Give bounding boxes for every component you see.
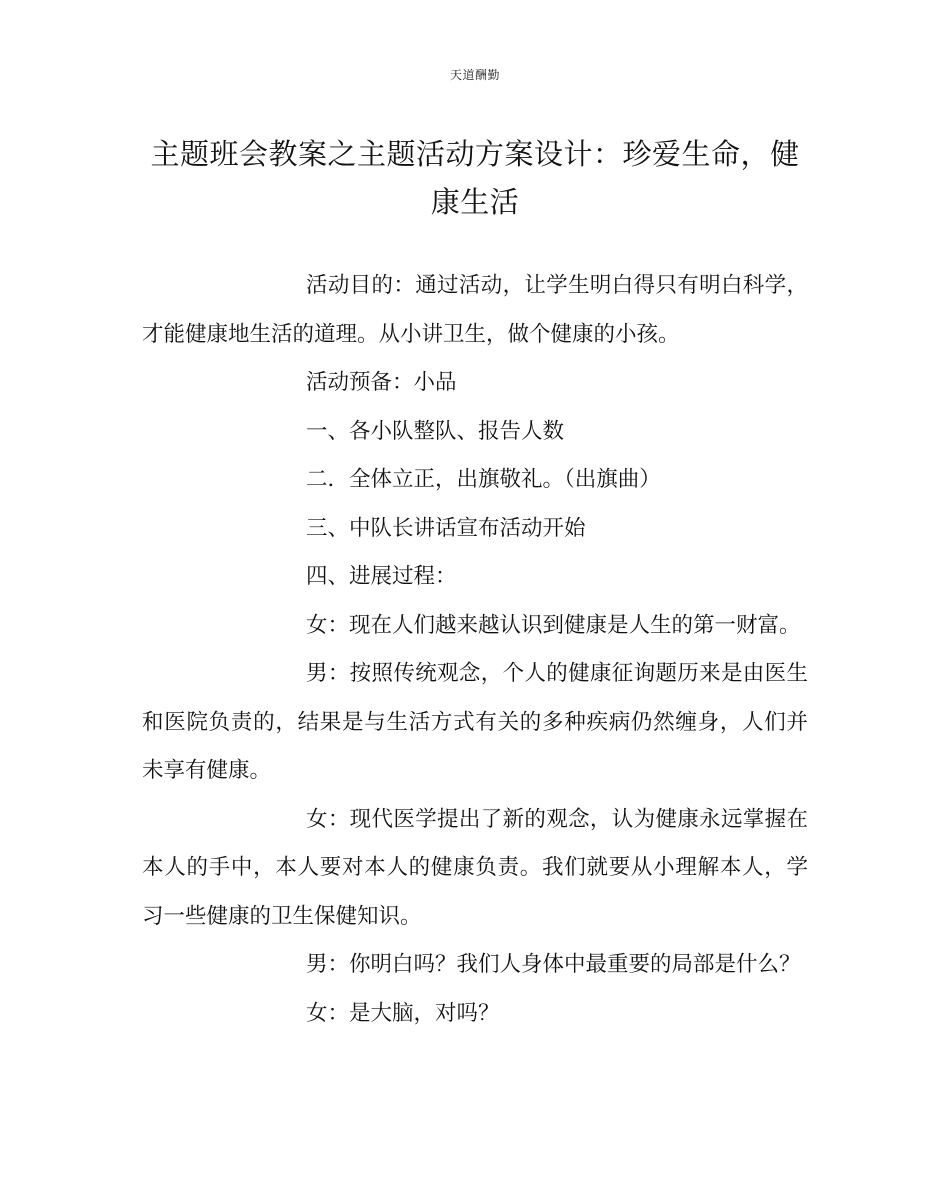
paragraph-dialogue-female-3: 女：是大脑，对吗？ [306, 1000, 500, 1026]
paragraph-activity-preparation: 活动预备：小品 [306, 370, 457, 395]
paragraph-dialogue-male-1: 男：按照传统观念，个人的健康征询题历来是由医生和医院负责的，结果是与生活方式有关的多种疾病仍然缠身，人们并未享有健康。 [142, 661, 808, 783]
paragraph-activity-goal: 活动目的：通过活动，让学生明白得只有明白科学，才能健康地生活的道理。从小讲卫生，做个健康的小孩。 [142, 273, 808, 347]
paragraph-dialogue-female-1: 女：现在人们越来越认识到健康是人生的第一财富。 [306, 612, 801, 638]
paragraph-step-two: 二．全体立正，出旗敬礼。（出旗曲） [306, 467, 661, 492]
paragraph-dialogue-male-2: 男：你明白吗？我们人身体中最重要的局部是什么？ [306, 952, 801, 977]
paragraph-dialogue-female-2: 女：现代医学提出了新的观念，认为健康永远掌握在本人的手中，本人要对本人的健康负责。我们就要从小理解本人，学习一些健康的卫生保健知识。 [142, 806, 808, 929]
paragraph-step-four: 四、进展过程： [306, 564, 457, 589]
document-body [142, 262, 808, 1038]
page-header: 天道酬勤 [449, 68, 500, 82]
document-title: 主题班会教案之主题活动方案设计：珍爱生命，健康生活 [150, 137, 800, 219]
paragraph-step-one: 一、各小队整队、报告人数 [306, 418, 565, 444]
paragraph-step-three: 三、中队长讲话宣布活动开始 [306, 515, 586, 541]
